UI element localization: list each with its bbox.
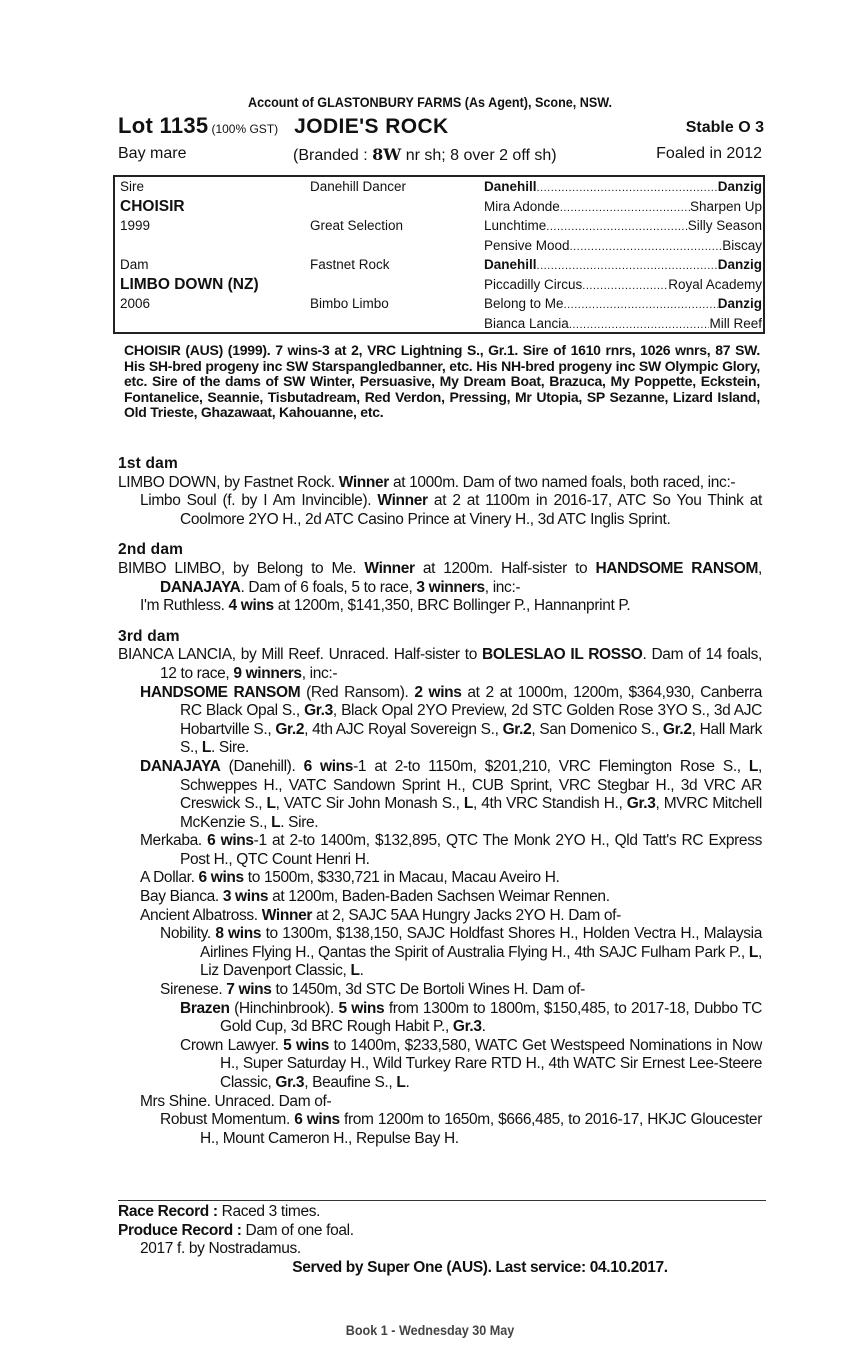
pedigree-row — [115, 294, 763, 314]
leader-dots — [564, 294, 718, 316]
pedigree-gen3-4 — [484, 294, 762, 316]
pedigree-gen3: Pensive Mood — [484, 237, 570, 253]
text: . Dam of 6 foals, 5 to race, — [240, 578, 417, 596]
text: . — [405, 1074, 410, 1091]
text: Crown Lawyer. — [180, 1036, 284, 1054]
bold-text: Gr.2 — [275, 720, 305, 738]
pedigree-row — [115, 314, 763, 334]
bold-text: Winner — [261, 906, 313, 924]
gst-note: (100% GST) — [211, 122, 279, 136]
pedigree-gen1: 2006 — [120, 296, 151, 311]
pedigree-gen2: Bimbo Limbo — [310, 296, 389, 311]
produce-record-label: Produce Record : — [118, 1221, 242, 1239]
vendor-account: Account of GLASTONBURY FARMS (As Agent), Scone, NSW. — [247, 94, 613, 110]
pedigree-gen4: Biscay — [722, 237, 762, 253]
bold-text: L — [350, 962, 360, 980]
dam-section — [118, 628, 762, 1149]
text: , Black Opal 2YO Preview, 2d STC Golden Rose 3YO S., 3d AJC Hobartville S., — [180, 702, 762, 738]
lot-number: Lot 1135 — [118, 113, 209, 138]
text: . Dam of 14 foals, 12 to race, — [160, 646, 762, 682]
pedigree-gen3: Bianca Lancia — [484, 315, 569, 331]
family-entry — [118, 560, 762, 597]
section-heading: 1st dam — [118, 455, 178, 472]
pedigree-gen3: Lunchtime — [484, 218, 547, 233]
bold-text: Gr.3 — [304, 702, 333, 720]
pedigree-row — [115, 255, 763, 275]
pedigree-gen3: Mira Adonde — [484, 198, 560, 214]
bold-text: L — [271, 813, 281, 831]
text: -1 at 2-to 1400m, $132,895, QTC The Monk 2YO H., Qld Tatt's RC Express Post H., QTC Count Henri H. — [180, 832, 762, 868]
bold-text: Winner — [338, 473, 389, 491]
text: . Sire. — [280, 813, 319, 831]
bold-text: 3 winners — [416, 578, 485, 596]
bold-text: 6 wins — [294, 1111, 340, 1129]
brand-suffix: nr sh; 8 over 2 off sh) — [401, 147, 557, 164]
bold-text: Gr.3 — [626, 795, 656, 813]
pedigree-gen3: Danehill — [484, 179, 537, 194]
bold-text: Winner — [364, 559, 415, 577]
records — [118, 1203, 762, 1277]
pedigree-gen4: Danzig — [717, 296, 762, 311]
pedigree-gen1: Dam — [120, 257, 149, 272]
text: (Red Ransom). — [300, 683, 415, 701]
bold-text: L — [396, 1074, 406, 1091]
text: Robust Momentum. — [160, 1111, 295, 1129]
pedigree-table — [113, 175, 765, 334]
bold-text: Brazen — [180, 999, 230, 1017]
bold-text: 5 wins — [283, 1036, 330, 1054]
family-entry — [118, 474, 762, 493]
text: , Liz Davenport Classic, — [200, 943, 762, 980]
pedigree-gen4: Mill Reef — [709, 315, 762, 331]
text: . — [481, 1018, 486, 1036]
pedigree-row — [115, 197, 763, 217]
family-entry — [118, 1000, 762, 1037]
pedigree-gen3: Danehill — [484, 257, 537, 272]
bold-text: 6 wins — [198, 869, 244, 887]
text: , — [758, 559, 762, 577]
bold-text: L — [463, 795, 473, 813]
pedigree-gen4: Danzig — [717, 179, 762, 194]
brand-prefix: (Branded : — [293, 147, 373, 164]
foaled-year: Foaled in 2012 — [656, 145, 762, 162]
text: A Dollar. — [140, 869, 199, 887]
text: . — [359, 962, 364, 980]
pedigree-gen3-4 — [484, 177, 762, 199]
text: to 1500m, $330,721 in Macau, Macau Aveiro H. — [243, 869, 560, 887]
pedigree-gen3-4 — [484, 255, 762, 277]
text: Ancient Albatross. — [140, 906, 262, 924]
leader-dots — [546, 216, 687, 238]
bold-text: BOLESLAO IL ROSSO — [482, 646, 643, 664]
text: Mrs Shine. Unraced. Dam of- — [140, 1092, 332, 1110]
stable-number: Stable O 3 — [685, 119, 764, 136]
text: from 1200m to 1650m, $666,485, to 2016-17, HKJC Gloucester H., Mount Cameron H., Repulse Bay H. — [200, 1111, 763, 1147]
bold-text: L — [748, 943, 759, 961]
text: BIANCA LANCIA, by Mill Reef. Unraced. Half-sister to — [118, 646, 483, 664]
family-entry — [118, 492, 762, 529]
text: , VATC Sir John Monash S., — [275, 795, 464, 813]
horse-sex: Bay mare — [118, 145, 187, 162]
produce-record-value: Dam of one foal. — [241, 1221, 354, 1239]
horse-name: JODIE'S ROCK — [294, 115, 449, 138]
pedigree-gen3-4 — [484, 216, 762, 238]
bold-text: Gr.3 — [452, 1018, 482, 1036]
text: at 1200m, Baden-Baden Sachsen Weimar Rennen. — [268, 888, 610, 906]
pedigree-gen2: Great Selection — [310, 218, 404, 233]
bold-text: 7 wins — [226, 981, 272, 999]
text: BIMBO LIMBO, by Belong to Me. — [118, 559, 365, 577]
race-record — [118, 1203, 762, 1222]
text: . Sire. — [210, 739, 250, 757]
race-record-label: Race Record : — [118, 1203, 218, 1220]
pedigree-gen3: Piccadilly Circus — [484, 276, 583, 292]
divider — [118, 1200, 766, 1201]
leader-dots — [582, 275, 668, 297]
page-footer: Book 1 - Wednesday 30 May — [345, 1322, 515, 1338]
leader-dots — [570, 236, 723, 258]
bold-text: DANAJAYA — [140, 757, 221, 775]
bold-text: L — [266, 795, 276, 813]
text: , Schweppes H., VATC Sandown Sprint H., CUB Sprint, VRC Stegbar H., 3d VRC AR Creswick S., — [180, 757, 762, 813]
bold-text: 2 wins — [414, 683, 462, 701]
pedigree-gen2: Fastnet Rock — [310, 257, 390, 272]
family-entry — [118, 684, 762, 758]
text: at 1200m. Half-sister to — [414, 559, 596, 577]
brand-mark: 8W — [372, 145, 402, 164]
bold-text: 6 wins — [207, 832, 254, 850]
bold-text: HANDSOME RANSOM — [140, 683, 301, 701]
served-note: Served by Super One (AUS). Last service: 04.10.2017. — [292, 1258, 668, 1276]
family-entry — [118, 888, 762, 907]
text: to 1400m, $233,580, WATC Get Westspeed Nominations in Now H., Super Saturday H., Wild Turkey Rare RTD H., 4th WATC Sir Ernest Lee-Steere Classic, — [220, 1036, 763, 1091]
text: (Hinchinbrook). — [229, 999, 339, 1017]
text: at 1200m, $141,350, BRC Bollinger P., Hannanprint P. — [273, 597, 631, 615]
text: LIMBO DOWN, by Fastnet Rock. — [118, 473, 339, 491]
bold-text: 4 wins — [228, 597, 274, 615]
pedigree-gen4: Royal Academy — [668, 276, 762, 292]
family-entry — [118, 1111, 762, 1148]
pedigree-row — [115, 177, 763, 197]
brand-info — [293, 145, 557, 165]
text: Nobility. — [160, 925, 216, 943]
bold-text: 8 wins — [215, 925, 262, 943]
family-entry — [118, 1037, 762, 1093]
text: , Hall Mark S., — [180, 720, 762, 757]
text: , San Domenico S., — [531, 720, 663, 738]
text: at 1000m. Dam of two named foals, both raced, inc:- — [388, 473, 736, 491]
pedigree-gen3-4 — [484, 197, 762, 219]
bold-text: 5 wins — [338, 999, 385, 1017]
bold-text: Gr.2 — [502, 720, 532, 738]
pedigree-gen1: Sire — [120, 179, 145, 194]
pedigree-row — [115, 275, 763, 295]
pedigree-gen1: LIMBO DOWN (NZ) — [120, 275, 259, 293]
bold-text: Gr.3 — [275, 1074, 305, 1091]
female-family — [118, 455, 762, 1148]
section-heading: 2nd dam — [118, 541, 184, 559]
family-entry — [118, 869, 762, 888]
text: at 2 at 1000m, 1200m, $364,930, Canberra RC Black Opal S., — [180, 683, 762, 720]
text: (Danehill). — [220, 757, 304, 775]
family-entry — [118, 1093, 762, 1112]
family-entry — [118, 981, 762, 1000]
pedigree-row — [115, 236, 763, 256]
lot-header — [118, 113, 764, 141]
text: I'm Ruthless. — [140, 597, 229, 615]
text: to 1300m, $138,150, SAJC Holdfast Shores H., Holden Vectra H., Malaysia Airlines Flying H., Qantas the Spirit of Australia Flying H., 4th SAJC Fulham Park P., — [200, 925, 762, 961]
bold-text: L — [201, 739, 211, 757]
bold-text: Winner — [377, 492, 428, 510]
bold-text: L — [748, 757, 759, 775]
text: Bay Bianca. — [140, 888, 223, 906]
text: -1 at 2-to 1150m, $201,210, VRC Flemington Rose S., — [353, 757, 749, 775]
pedigree-gen3-4 — [484, 236, 762, 258]
produce-record — [118, 1222, 762, 1241]
dam-section — [118, 455, 762, 529]
family-entry — [118, 758, 762, 832]
text: at 2 at 1100m in 2016-17, ATC So You Think at Coolmore 2YO H., 2d ATC Casino Prince at Vinery H., 3d ATC Inglis Sprint. — [180, 492, 763, 528]
dam-section — [118, 541, 762, 615]
bold-text: HANDSOME RANSOM — [595, 559, 759, 577]
text: from 1300m to 1800m, $150,485, to 2017-18, Dubbo TC Gold Cup, 3d BRC Rough Habit P., — [220, 999, 762, 1036]
bold-text: 6 wins — [303, 757, 354, 775]
family-entry — [118, 597, 762, 616]
family-entry — [118, 832, 762, 869]
family-entry — [118, 925, 762, 981]
pedigree-gen4: Danzig — [717, 257, 762, 272]
bold-text: 9 winners — [233, 664, 302, 682]
text: at 2, SAJC 5AA Hungry Jacks 2YO H. Dam of- — [312, 906, 621, 924]
text: Sirenese. — [160, 981, 227, 999]
family-entry — [118, 907, 762, 926]
pedigree-gen1: 1999 — [120, 218, 151, 233]
text: , 4th VRC Standish H., — [473, 795, 627, 813]
leader-dots — [537, 177, 718, 199]
pedigree-row — [115, 216, 763, 236]
section-heading: 3rd dam — [118, 627, 180, 645]
pedigree-gen1: CHOISIR — [120, 197, 185, 215]
text: , Beaufine S., — [304, 1074, 397, 1091]
leader-dots — [537, 255, 718, 277]
bold-text: 3 wins — [222, 888, 269, 906]
bold-text: Gr.2 — [662, 720, 692, 738]
pedigree-gen3-4 — [484, 314, 762, 336]
leader-dots — [560, 197, 690, 219]
text: Limbo Soul (f. by I Am Invincible). — [140, 492, 378, 510]
pedigree-gen3: Belong to Me — [484, 296, 564, 311]
pedigree-gen4: Sharpen Up — [689, 198, 762, 214]
leader-dots — [569, 314, 710, 336]
text: , MVRC Mitchell McKenzie S., — [180, 795, 762, 831]
text: , inc:- — [301, 664, 338, 682]
text: Merkaba. — [140, 832, 208, 850]
sire-note: CHOISIR (AUS) (1999). 7 wins-3 at 2, VRC Lightning S., Gr.1. Sire of 1610 rnrs, 1026 wnrs, 87 SW. His SH-bred progeny inc SW Starspangledbanner, etc. His NH-bred progeny inc SW Olympic Glory, etc. Sire of the dams of SW Winter, Persuasive, My Dream Boat, Brazuca, My Poppette, Eckstein, Fontanelice, Seannie, Tisbutadream, Red Verdon, Pressing, Mr Utopia, SP Sezanne, Lizard Island, Old Trieste, Ghazawaat, Kahouanne, etc. — [124, 342, 760, 420]
pedigree-gen4: Silly Season — [687, 218, 762, 233]
pedigree-gen2: Danehill Dancer — [310, 179, 407, 194]
race-record-value: Raced 3 times. — [217, 1203, 321, 1220]
produce-foal: 2017 f. by Nostradamus. — [140, 1240, 301, 1258]
pedigree-gen3-4 — [484, 275, 762, 297]
family-entry — [118, 646, 762, 683]
text: , 4th AJC Royal Sovereign S., — [304, 720, 503, 738]
text: to 1450m, 3d STC De Bortoli Wines H. Dam of- — [271, 981, 585, 999]
bold-text: DANAJAYA — [160, 578, 241, 596]
text: , inc:- — [484, 578, 521, 596]
